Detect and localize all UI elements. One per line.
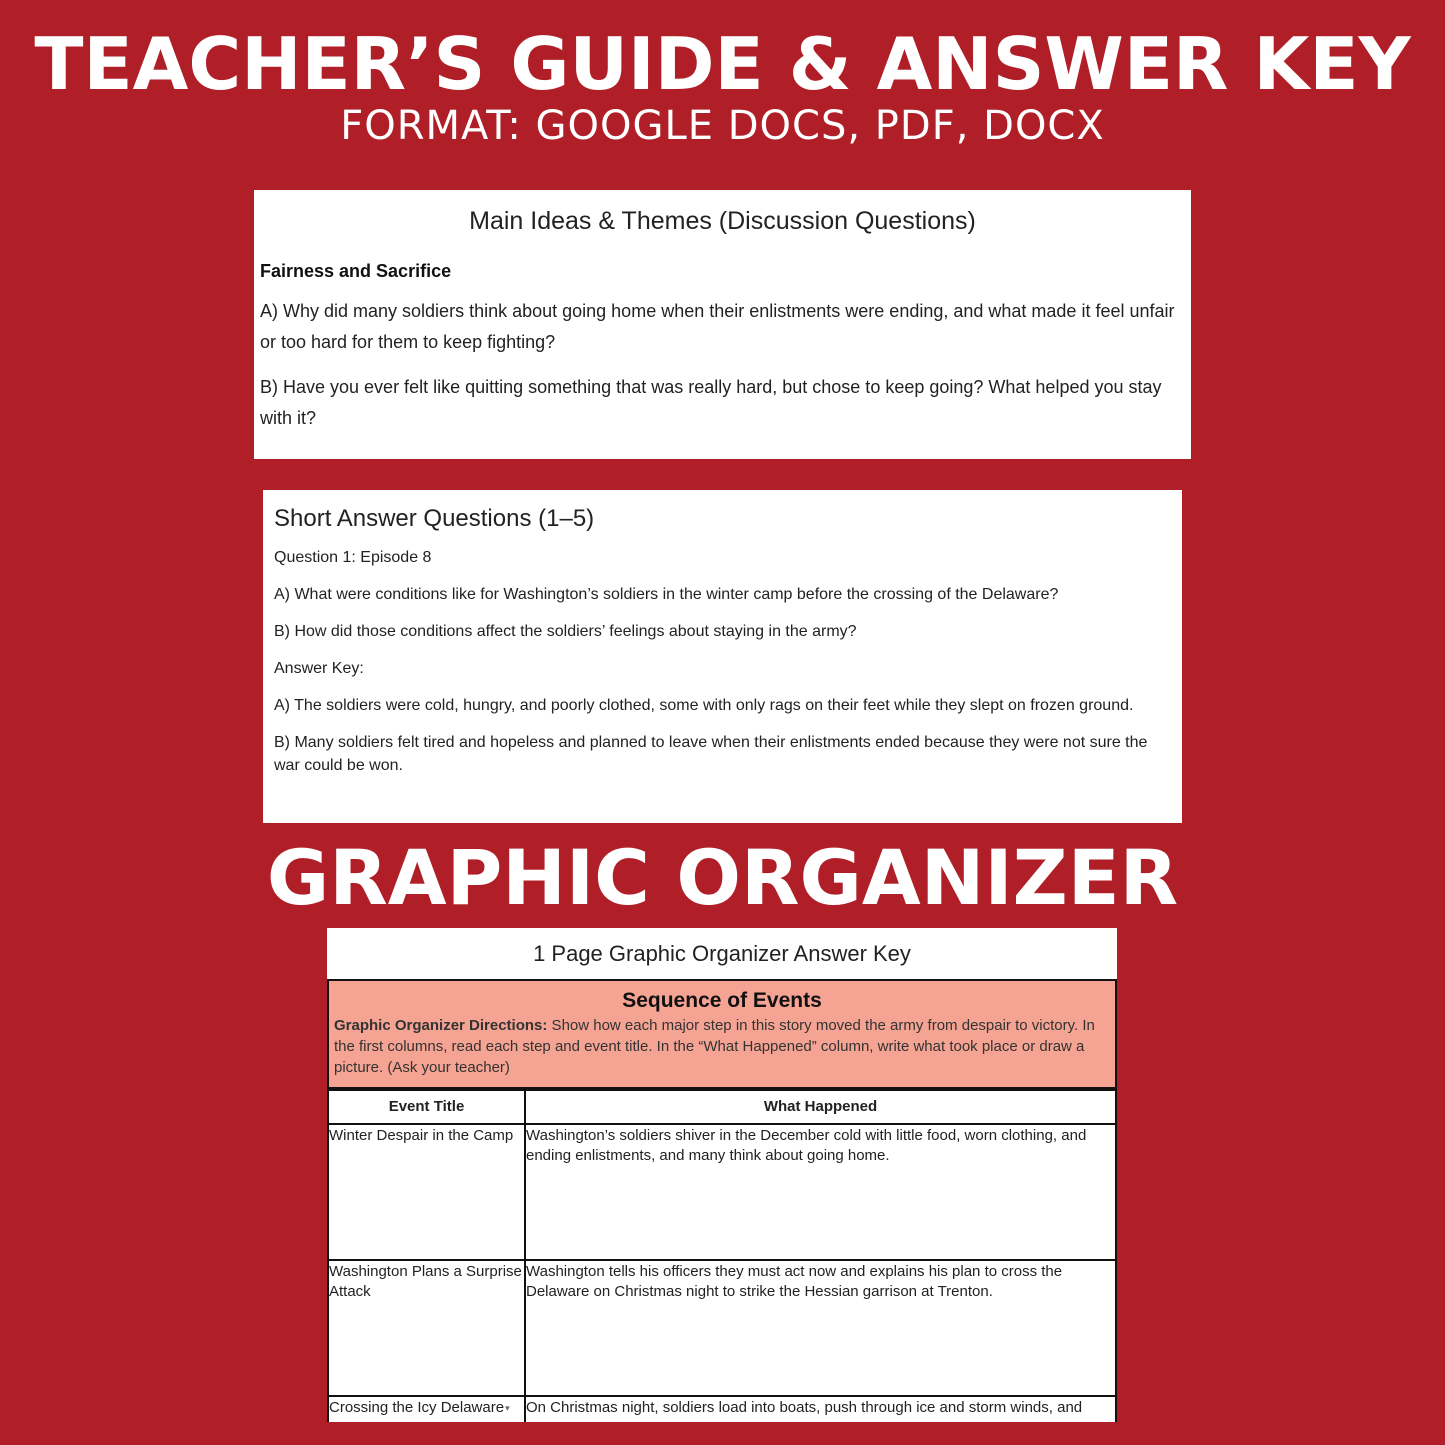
directions-text: Show how each major step in this story moved the army from despair to victory. In the first columns, read each step and event title. In the “What Happened” column, write what took place or draw a picture. (Ask your teacher) — [334, 1017, 1095, 1076]
format-subtitle: FORMAT: GOOGLE DOCS, PDF, DOCX — [340, 103, 1105, 149]
table-row — [328, 1124, 1116, 1260]
short-question-b: B) How did those conditions affect the soldiers’ feelings about staying in the army? — [274, 623, 857, 640]
answer-a: A) The soldiers were cold, hungry, and poorly clothed, some with only rags on their feet while they slept on frozen ground. — [274, 697, 1134, 714]
what-happened-cell[interactable]: Washington tells his officers they must act now and explains his plan to cross the Delaware on Christmas night to strike the Hessian garrison at Trenton. — [525, 1260, 1116, 1396]
events-table — [327, 1089, 1117, 1422]
directions-label: Graphic Organizer Directions: — [334, 1017, 548, 1034]
what-happened-cell[interactable]: Washington’s soldiers shiver in the December cold with little food, worn clothing, and ending enlistments, and many think about going home. — [525, 1124, 1116, 1260]
graphic-organizer-card — [327, 928, 1117, 1422]
event-title-text: Crossing the Icy Delaware — [329, 1399, 505, 1416]
table-row — [328, 1260, 1116, 1396]
discussion-question-b: B) Have you ever felt like quitting something that was really hard, but chose to keep going? What helped you stay with it? — [260, 377, 1162, 428]
short-question-a: A) What were conditions like for Washington’s soldiers in the winter camp before the crossing of the Delaware? — [274, 586, 1059, 603]
fairness-heading: Fairness and Sacrifice — [260, 261, 452, 281]
column-header-what-happened: What Happened — [525, 1090, 1116, 1124]
event-title-cell[interactable]: Washington Plans a Surprise Attack — [328, 1260, 525, 1396]
short-answer-card — [263, 490, 1182, 823]
main-ideas-title: Main Ideas & Themes (Discussion Questions) — [469, 207, 976, 235]
answer-key-label: Answer Key: — [274, 660, 364, 677]
event-title-cell[interactable]: Winter Despair in the Camp — [328, 1124, 525, 1260]
answer-b: B) Many soldiers felt tired and hopeless and planned to leave when their enlistments ended because they were not sure the war could be won. — [274, 734, 1148, 774]
event-title-cell[interactable] — [328, 1396, 525, 1422]
sequence-header — [327, 981, 1117, 1089]
short-answer-title: Short Answer Questions (1–5) — [274, 505, 595, 532]
main-ideas-card — [254, 190, 1191, 459]
organizer-directions — [334, 1015, 1110, 1078]
page-title: TEACHER’S GUIDE & ANSWER KEY — [34, 22, 1411, 106]
what-happened-cell[interactable]: On Christmas night, soldiers load into boats, push through ice and storm winds, and — [525, 1396, 1116, 1422]
graphic-organizer-heading: GRAPHIC ORGANIZER — [266, 833, 1179, 922]
organizer-card-title: 1 Page Graphic Organizer Answer Key — [327, 928, 1117, 981]
sequence-title: Sequence of Events — [622, 989, 822, 1012]
question-label: Question 1: Episode 8 — [274, 549, 432, 566]
dropdown-caret-icon[interactable]: ▾ — [505, 1403, 510, 1414]
discussion-question-a: A) Why did many soldiers think about going home when their enlistments were ending, and what made it feel unfair or too hard for them to keep fighting? — [260, 301, 1175, 352]
table-row — [328, 1396, 1116, 1422]
column-header-event: Event Title — [328, 1090, 525, 1124]
